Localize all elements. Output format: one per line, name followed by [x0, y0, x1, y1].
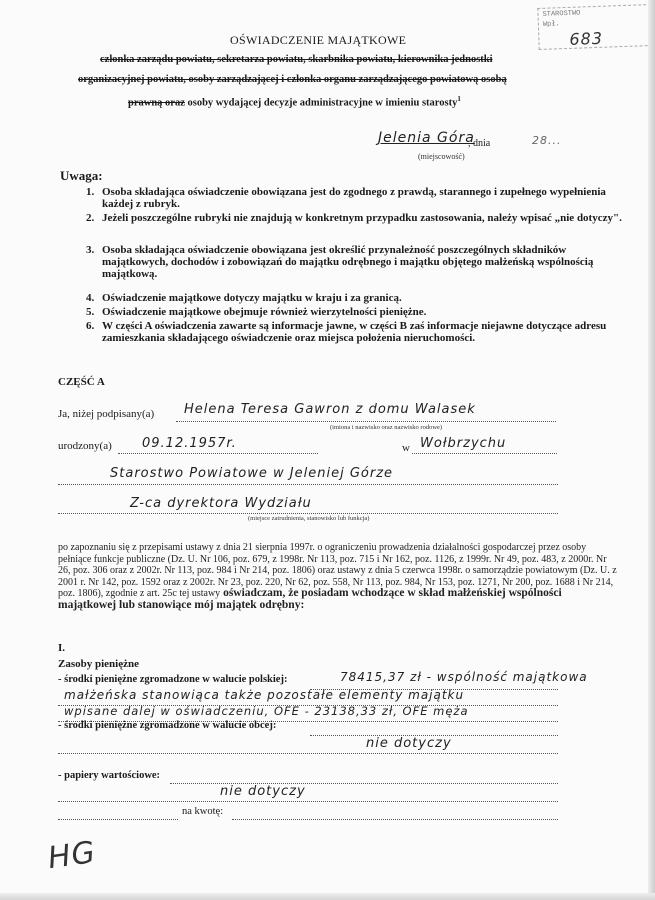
foreign-label: - środki pieniężne zgromadzone w walucie obcej: [58, 720, 277, 731]
pln-value-2: małżeńska stanowiąca także pozostałe elementy majątku [64, 688, 465, 702]
born-label: urodzony(a) [58, 440, 112, 452]
foreign-line-2 [58, 752, 558, 754]
born-date: 09.12.1957r. [142, 436, 237, 451]
registry-stamp [537, 4, 652, 50]
header-line-3-struck: prawną oraz [128, 97, 185, 109]
section-heading: Zasoby pieniężne [58, 658, 139, 670]
place-dnia-label: , dnia [468, 138, 491, 149]
born-place-line [412, 452, 557, 454]
stamp-line-2: Wpł. [542, 20, 560, 29]
header-line-3-rest: osoby wydającej decyzje administracyjne w imieniu starosty [184, 97, 458, 109]
foreign-value: nie dotyczy [366, 736, 452, 751]
footnote-mark: 1 [457, 95, 461, 103]
scan-bottom-edge [0, 893, 655, 900]
pln-value: 78415,37 zł - wspólność majątkowa [340, 670, 588, 684]
declaration-bold: oświadczam, że posiadam wchodzące w skład małżeńskiej wspólności majątkowej lub stanowiące mój majątek odrębny: [58, 587, 562, 611]
securities-value: nie dotyczy [220, 784, 306, 799]
stamp-number: 683 [569, 28, 604, 49]
pln-label: - środki pieniężne zgromadzone w walucie polskiej: [58, 674, 288, 685]
czesc-a-heading: CZĘŚĆ A [58, 376, 105, 388]
header-line-3 [128, 95, 461, 109]
securities-label: - papiery wartościowe: [58, 770, 161, 781]
signed-line [176, 420, 556, 422]
amount-line-pre [58, 818, 178, 820]
employer-value: Starostwo Powiatowe w Jeleniej Górze [110, 466, 394, 481]
header-line-2: organizacyjnej powiatu, osoby zarządzającej i członka organu zarządzającego powiatową osobą [78, 74, 507, 85]
name-caption: (imiona i nazwisko oraz nazwisko rodowe) [330, 424, 443, 431]
section-roman: I. [58, 642, 66, 654]
amount-line [232, 818, 558, 820]
header-line-1: członka zarządu powiatu, sekretarza powiatu, skarbnika powiatu, kierownika jednostki [100, 54, 493, 65]
uwaga-heading: Uwaga: [60, 168, 103, 183]
scan-right-edge [648, 0, 655, 900]
date-partial: 28... [532, 134, 562, 147]
pln-value-3: wpisane dalej w oświadczeniu, OFE - 23138,33 zł, OFE męża [64, 704, 469, 718]
document-page: STAROSTWO Wpł. 683 OŚWIADCZENIE MAJĄTKOWE członka zarządu powiatu, sekretarza powiatu, skarbnika powiatu, kierownika jednostki organizacyjnej powiatu, osoby zarządzającej i członka organu zarządzającego powiatową osobą prawną oraz osoby wydającej decyzje administracyjne w imieniu starosty$^1$ Jelenia Góra , dnia 28... (miejscowość) Uwaga: 1. Osoba składająca oświadczenie obowiązana jest do zgodnego z prawdą, starannego i zupełnego wypełnienia każdej z rubryk. 2. Jeżeli poszczególne rubryki nie znajdują w konkretnym przypadku zastosowania, należy wpisać „nie dotyczy". 3. Osoba składająca oświadczenie obowiązana jest określić przynależność poszczególnych składników majątkowych, dochodów i zobowiązań do majątku odrębnego i majątku objętego małżeńską wspólnością majątkową. 4. Oświadczenie majątkowe dotyczy majątku w kraju i za granicą. 5. Oświadczenie majątkowe obejmuje również wierzytelności pieniężne. 6. W części A oświadczenia zawarte są informacje jawne, w części B zaś informacje niejawne dotyczące adresu zamieszkania składającego oświadczenie oraz miejsca położenia nieruchomości. CZĘŚĆ A Ja, niżej podpisany(a) Helena Teresa Gawron z domu Walasek (imiona i nazwisko oraz nazwisko rodowe) urodzony(a) 09.12.1957r. w Wołbrzychu Starostwo Powiatowe w Jeleniej Górze Z-ca dyrektora Wydziału (miejsce zatrudnienia, stanowisko lub funkcja) po zapoznaniu się z przepisami ustawy z dnia 21 sierpnia 1997r. o ograniczeniu prowadzenia działalności gospodarczej przez osoby pełniące funkcje publiczne (Dz. U. Nr 106, poz. 679, z 1998r. Nr 113, poz. 715 i Nr 162, poz. 1126, z 1999r. Nr 49, poz. 483, z 2000r. Nr 26, poz. 306 oraz z 2002r. Nr 113, poz. 984 i Nr 214, poz. 1806) oraz ustawy z dnia 5 czerwca 1998r. o samorządzie powiatowym (Dz. U. z 2001 r. Nr 142, poz. 1592 oraz z 2002r. Nr 23, poz. 220, Nr 62, poz. 558, Nr 113, poz. 984, Nr 153, poz. 1271, Nr 200, poz. 1688 i Nr 214, poz. 1806), zgodnie z art. 25c tej ustawy oświadczam, że posiadam wchodzące w skład małżeńskiej wspólności majątkowej lub stanowiące mój majątek odrębny: I. Zasoby pieniężne - środki pieniężne zgromadzone w walucie polskiej: 78415,37 zł - wspólność majątkowa małżeńska stanowiąca także pozostałe elementy majątku wpisane dalej w oświadczeniu, OFE - 23138,33 zł, OFE męża - środki pieniężne zgromadzone w walucie obcej: nie dotyczy - papiery wartościowe: nie dotyczy na kwotę: HG [0, 0, 655, 900]
signed-label: Ja, niżej podpisany(a) [58, 408, 155, 420]
place-caption: (miejscowość) [418, 152, 465, 161]
employer-line [58, 483, 558, 485]
born-place: Wołbrzychu [420, 436, 507, 451]
stamp-line-1: STAROSTWO [542, 9, 581, 19]
position-line [58, 512, 558, 514]
amount-label: na kwotę: [182, 806, 224, 817]
document-title: OŚWIADCZENIE MAJĄTKOWE [230, 33, 407, 47]
position-caption: (miejsce zatrudnienia, stanowisko lub funkcja) [248, 515, 370, 522]
signed-value: Helena Teresa Gawron z domu Walasek [184, 402, 476, 417]
born-w: w [402, 442, 410, 454]
position-value: Z-ca dyrektora Wydziału [130, 496, 312, 511]
securities-line-2 [58, 800, 558, 802]
born-date-line [118, 452, 318, 454]
signature-initials: HG [45, 834, 99, 877]
place-value: Jelenia Góra [378, 130, 475, 146]
legal-text: po zapoznaniu się z przepisami ustawy z dnia 21 sierpnia 1997r. o ograniczeniu prowadzenia działalności gospodarczej przez osoby pełniące funkcje publiczne (Dz. U. Nr 106, poz. 679, z 1998r. Nr 113, poz. 715 i Nr 162, poz. 1126, z 1999r. Nr 49, poz. 483, z 2000r. Nr 26, poz. 306 oraz z 2002r. Nr 113, poz. 984 i Nr 214, poz. 1806) oraz ustawy z dnia 5 czerwca 1998r. o samorządzie powiatowym (Dz. U. z 2001 r. Nr 142, poz. 1592 oraz z 2002r. Nr 23, poz. 220, Nr 62, poz. 558, Nr 113, poz. 984, Nr 153, poz. 1271, Nr 200, poz. 1688 i Nr 214, poz. 1806), zgodnie z art. 25c tej ustawy [58, 542, 617, 599]
legal-paragraph [58, 542, 618, 611]
